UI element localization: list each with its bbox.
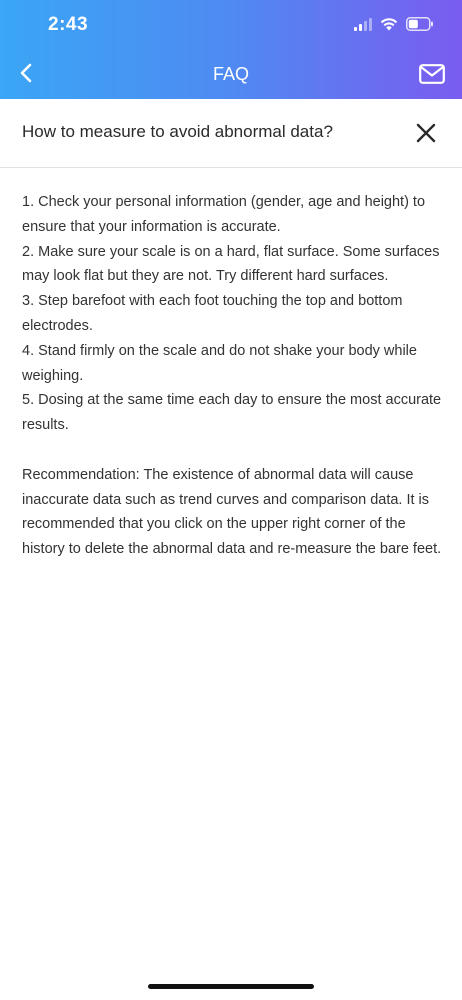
answer-recommendation: Recommendation: The existence of abnormal data will cause inaccurate data such as trend curves and comparison data. It is recommended that you click on the upper right corner of the history to delete the abnormal data and re-measure the bare feet. [22,466,442,558]
mail-icon [419,64,445,84]
answer-step: 3. Step barefoot with each foot touching the top and bottom electrodes. [22,293,403,334]
answer-step: 4. Stand firmly on the scale and do not shake your body while weighing. [22,342,417,384]
status-time: 2:43 [48,14,89,35]
wifi-icon [380,17,398,31]
close-button[interactable] [414,121,438,145]
navigation-bar [0,50,462,99]
page-title: FAQ [212,64,249,84]
faq-question-header [0,99,462,168]
paragraph-spacer [22,438,442,463]
cellular-signal-icon [354,17,372,31]
faq-question: How to measure to avoid abnormal data? [22,122,333,141]
close-icon [416,123,436,143]
status-bar [0,0,462,50]
answer-step: 5. Dosing at the same time each day to ensure the most accurate results. [22,392,442,434]
feedback-mail-button[interactable] [418,62,446,86]
faq-answer [22,190,442,562]
home-indicator[interactable] [148,984,314,989]
battery-icon [406,17,434,31]
app-header [0,0,462,99]
status-icons [354,17,434,31]
answer-step: 1. Check your personal information (gender, age and height) to ensure that your information is accurate. [22,194,426,235]
answer-step: 2. Make sure your scale is on a hard, flat surface. Some surfaces may look flat but they are not. Try different hard surfaces. [22,243,440,285]
